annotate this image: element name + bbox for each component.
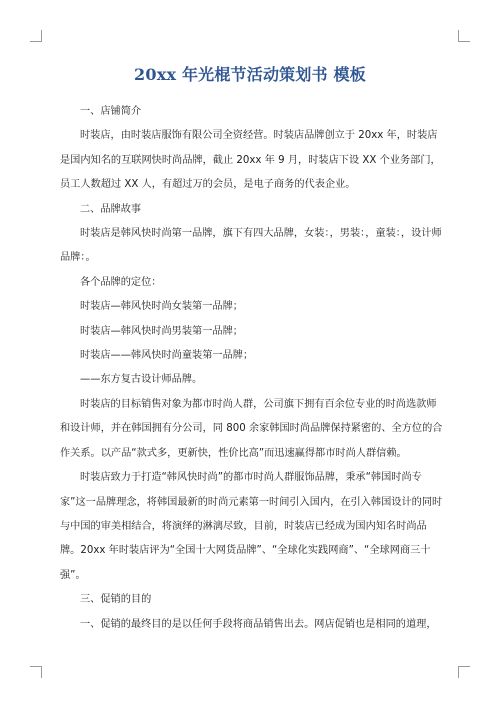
paragraph-brand-story: 时装店是韩风快时尚第一品牌，旗下有四大品牌，女装：，男装：，童装：，设计师品牌：。	[60, 228, 442, 264]
list-item-kids: 时装店——韩风快时尚童装第一品牌；	[80, 350, 254, 362]
section-heading-store-intro: 一、店铺简介	[80, 106, 142, 117]
section-heading-promotion-purpose: 三、促销的目的	[80, 594, 152, 606]
list-item-designer: ——东方复古设计师品牌。	[80, 374, 203, 386]
crop-mark-bottom-left	[30, 666, 42, 678]
paragraph-brand-mission: 时装店致力于打造“韩风快时尚”的都市时尚人群服饰品牌，秉承“韩国时尚专家”这一品牌理念，将韩国最新的时尚元素第一时间引入国内，在引入韩国设计的同时与中国的审美相结合，将演绎的淋漓尽致，目前，时装店已经成为国内知名时尚品牌。20xx 年时装店评为“全国十大网货品牌”、“全球化实践网商”、“全球网商三十强”。	[60, 472, 443, 581]
list-item-women: 时装店—韩风快时尚女装第一品牌；	[80, 301, 243, 313]
crop-mark-bottom-right	[458, 666, 470, 678]
paragraph-target-customers: 时装店的目标销售对象为都市时尚人群，公司旗下拥有百余位专业的时尚选款师和设计师，并在韩国拥有分公司，同 800 余家韩国时尚品牌保持紧密的、全方位的合作关系。以产品“款式多，更新快，性价比高”而迅速赢得都市时尚人群信赖。	[60, 398, 443, 459]
list-item-men: 时装店—韩风快时尚男装第一品牌；	[80, 325, 243, 337]
crop-mark-top-right	[458, 30, 470, 42]
paragraph-store-intro: 时装店，由时装店服饰有限公司全资经营。时装店品牌创立于 20xx 年，时装店是国内知名的互联网快时尚品牌，截止 20xx 年 9 月，时装店下设 XX 个业务部门，员工人数超过 XX 人，有超过万的会员，是电子商务的代表企业。	[60, 130, 441, 191]
section-heading-brand-story: 二、品牌故事	[80, 203, 142, 215]
paragraph-promotion-purpose: 一、促销的最终目的是以任何手段将商品销售出去。网店促销也是相同的道理，	[80, 618, 437, 630]
document-title: 20xx 年光棍节活动策划书 模板	[134, 65, 366, 84]
document-body	[60, 100, 443, 637]
crop-mark-top-left	[30, 30, 42, 42]
paragraph-brand-positioning: 各个品牌的定位：	[80, 276, 162, 288]
